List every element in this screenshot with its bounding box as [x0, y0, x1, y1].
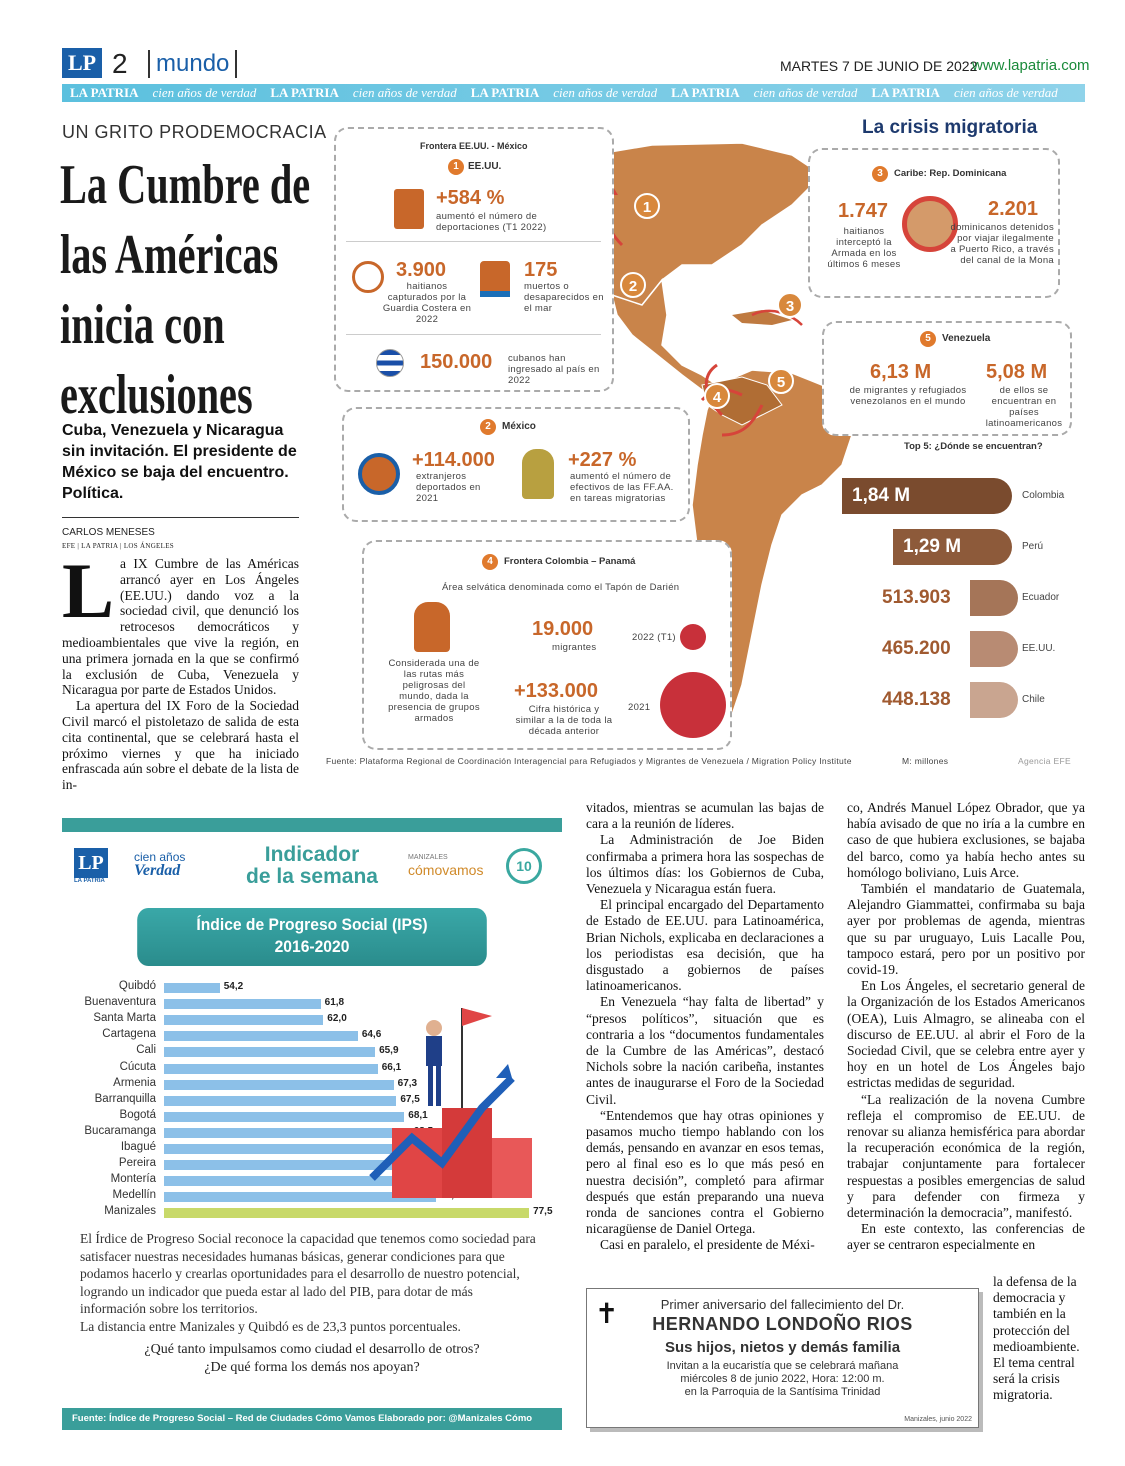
top5-bar: 1,29 M [893, 529, 1012, 565]
ips-city: Cali [136, 1044, 156, 1057]
units-note: M: millones [902, 756, 949, 766]
article-column-2 [586, 800, 824, 1254]
strip-brand: LA PATRIA [270, 85, 339, 100]
ips-bar [164, 999, 321, 1009]
ips-value: 67,5 [400, 1093, 420, 1105]
obit-invitation [587, 1360, 978, 1399]
headline-line: La Cumbre de [60, 154, 311, 216]
section-name: mundo [148, 50, 237, 78]
section-name: México [502, 421, 536, 432]
ips-bar [164, 1047, 375, 1057]
ips-value: 64,6 [361, 1029, 382, 1041]
brand-strip [62, 84, 1085, 102]
map-marker: 2 [620, 272, 646, 298]
heading-line: de la semana [246, 865, 378, 888]
paragraph: Casi en paralelo, el presidente de Méxi- [600, 1237, 815, 1253]
stat-value: 6,13 M [870, 361, 932, 383]
stat-label: aumentó el número de efectivos de las FF.AA. en tareas migratorias [570, 471, 674, 504]
paragraph: La Administración de Joe Biden confirmaba a primera hora las sospechas de los últimos días: los Gobiernos de Cuba, Venezuela y Nicaragua están fuera. [586, 832, 824, 897]
invitation-line: miércoles 8 de junio 2022, Hora: 12:00 m. [680, 1373, 885, 1385]
section-venezuela [822, 321, 1072, 436]
slogan: Verdad [134, 862, 181, 879]
stat-value: +584 % [436, 187, 505, 209]
paragraph: El principal encargado del Departamento de Estado de EE.UU. para Latinoamérica, Brian Nichols, explicaba en declaraciones a los periodistas esa decisión, que ha disgustado a gobiernos de países latinoamericanos. [586, 897, 824, 994]
stat-label: Cifra histórica y similar a la de toda la década anterior [515, 704, 613, 737]
ips-row [62, 996, 362, 1012]
growth-illustration [362, 988, 542, 1228]
ips-city: Barranquilla [94, 1092, 156, 1105]
stat-label: Considerada una de las rutas más peligrosas del mundo, dada la presencia de grupos armados [388, 658, 480, 724]
stat-label: cubanos han ingresado al país en 2022 [508, 353, 600, 386]
paragraph: En Los Ángeles, el secretario general de la Organización de los Estados Americanos (OEA), Luis Almagro, se alineaba con el discurso de EE.UU. al abrir el Foro de la Sociedad Civil, que se celebra entre ayer y hoy en un hotel de Los Ángeles bajo estrictas medidas de seguridad. [847, 978, 1085, 1091]
top5-bar: 465.200 [882, 638, 951, 659]
ips-city: Ibagué [120, 1141, 156, 1153]
invitation-line: en la Parroquia de la Santísima Trinidad [684, 1386, 881, 1398]
stat-value: 5,08 M [986, 361, 1048, 383]
article-column-3 [847, 800, 1085, 1254]
indicator-heading [242, 844, 382, 888]
strip-brand: LA PATRIA [871, 85, 940, 100]
section-name: Venezuela [942, 333, 991, 344]
ips-row [62, 1092, 420, 1109]
paragraph: En Venezuela “hay falta de libertad” y “presos políticos”, situación que es contraria a los “documentos fundamentales de la Cumbre de las Américas”, destacó Nichols sobre la nación caribeña, instantes antes de inaugurarse el Foro de la Sociedad Civil. [586, 994, 824, 1107]
ips-row [62, 1157, 362, 1173]
top5-bar: 448.138 [882, 689, 951, 710]
ips-value: 62,0 [327, 1013, 347, 1025]
strip-slogan: cien años de verdad [553, 85, 658, 100]
ips-city: Bogotá [119, 1108, 156, 1121]
stat-value: 150.000 [420, 351, 493, 373]
ips-row [62, 1012, 362, 1028]
divider [346, 334, 601, 335]
strip-slogan: cien años de verdad [753, 85, 858, 100]
section-subtitle: Área selvática denominada como el Tapón de Darién [442, 582, 680, 593]
map-marker: 5 [768, 368, 794, 394]
handcuffs-icon [352, 261, 384, 293]
paragraph: “La realización de la novena Cumbre refleja el compromiso de EE.UU. de renovar su alianza hemisférica para abordar la recuperación económica de la región, trabajar conjuntamente para fortalecer respuestas a posibles emergencias de salud y para defender con firmeza y determinación la democracia”, manifestó. [847, 1091, 1085, 1221]
stat-value: 175 [524, 259, 558, 281]
stat-label: migrantes [552, 642, 597, 653]
ips-source: Fuente: Índice de Progreso Social – Red de Ciudades Cómo Vamos Elaborado por: @Manizales Cómo Vamos [62, 1408, 562, 1430]
map-marker: 1 [634, 193, 660, 219]
stat-label: extranjeros deportados en 2021 [416, 471, 481, 504]
ips-value: 61,8 [324, 997, 345, 1009]
strip-brand: LA PATRIA [70, 85, 139, 100]
cuba-flag-icon [376, 349, 404, 377]
article-headline [60, 150, 311, 430]
ips-city: Armenia [113, 1076, 156, 1089]
stat-value: 1.747 [838, 200, 889, 222]
section-caribbean [808, 148, 1060, 298]
ips-row [62, 1060, 402, 1077]
obit-family: Sus hijos, nietos y demás familia [664, 1339, 901, 1356]
stat-label: aumentó el número de deportaciones (T1 2022) [436, 211, 547, 233]
paragraph: a IX Cumbre de las Américas arrancó ayer en Los Ángeles (EE.UU.) dando voz a la sociedad civil, que denunció los retrocesos democráticos y medioambientales que vive la región, en una primera jornada en la que se confirmó la exclusión de Cuba, Venezuela y Nicaragua por parte de Estados Unidos. [62, 556, 299, 698]
door-icon [394, 189, 424, 229]
section-region: Frontera EE.UU. - México [420, 141, 528, 151]
chart-title: Índice de Progreso Social (IPS) [196, 915, 428, 934]
map-marker: 4 [704, 383, 730, 409]
section-name: EE.UU. [468, 161, 502, 172]
ips-value: 66,1 [381, 1061, 402, 1073]
strip-slogan: cien años de verdad [352, 85, 457, 100]
stat-label: de ellos se encuentran en países latinoamericanos [985, 385, 1063, 429]
ips-questions [82, 1341, 542, 1377]
ips-value: 68,1 [408, 1109, 428, 1121]
section-number: 3 [872, 166, 888, 182]
top5-bar: 1,84 M [842, 478, 1012, 514]
drop-cap: L [62, 547, 115, 634]
website-link[interactable]: www.lapatria.com [972, 57, 1090, 74]
question: ¿Qué tanto impulsamos como ciudad el desarrollo de otros? [144, 1342, 480, 1357]
paragraph: co, Andrés Manuel López Obrador, que ya había avisado de que no iría a la cumbre en caso de que hubiera exclusiones, se bajaba del barco, como ya había hecho antes su homólogo boliviano, Luis Arce. [847, 800, 1085, 880]
ips-description [80, 1230, 542, 1335]
agency-credit: EFE | LA PATRIA | LOS ÁNGELES [62, 542, 174, 550]
stat-value: +227 % [568, 449, 637, 471]
ips-city: Cartagena [102, 1028, 156, 1041]
newspaper-logo: LP [62, 48, 102, 78]
ips-city: Manizales [104, 1205, 156, 1218]
ips-value: 54,2 [223, 981, 244, 992]
stat-value: 19.000 [532, 618, 594, 640]
stat-label: dominicanos detenidos por viajar ilegalmente a Puerto Rico, a través del canal de la Mona [950, 222, 1054, 266]
section-colombia-panama [362, 540, 732, 750]
ips-row [62, 980, 362, 996]
ips-row [62, 1028, 382, 1044]
ips-value: 65,9 [379, 1045, 399, 1057]
ips-row [62, 1125, 362, 1141]
paragraph: “Entendemos que hay otras opiniones y pasamos mucho tiempo hablando con los demás, pensando en avanzar en esos temas, pero al final eso es lo que más pesó en nuestra decisión”, completó para afirmar después que están preparando una nueva ronda de sanciones contra el Gobierno nicaragüense de Daniel Ortega. [586, 1107, 824, 1237]
paragraph: vitados, mientras se acumulan las bajas de cara a la reunión de líderes. [586, 800, 824, 832]
anniversary-logo: 10 [506, 848, 542, 884]
ips-row [62, 1076, 418, 1093]
headline-line: inicia con [60, 294, 225, 356]
section-name: Caribe: Rep. Dominicana [894, 168, 1007, 179]
stat-value: 3.900 [396, 259, 447, 281]
top5-country: Ecuador [1022, 592, 1060, 603]
obituary-notice [586, 1288, 979, 1428]
teal-band [62, 818, 562, 832]
ips-bar [164, 1015, 323, 1025]
obit-footer: Manizales, junio 2022 [904, 1416, 972, 1423]
section-number: 1 [448, 159, 464, 175]
article-lede: Cuba, Venezuela y Nicaragua sin invitación. El presidente de México se baja del encuentro. Política. [62, 422, 297, 502]
top5-bar: 513.903 [882, 587, 951, 608]
ips-bar [164, 1031, 358, 1041]
stat-label: haitianos interceptó la Armada en los últimos 6 meses [827, 226, 901, 270]
paragraph: la defensa de la democracia y también en la protección del medioambiente. El tema central será la crisis migratoria. [993, 1274, 1080, 1403]
ips-row [62, 1108, 428, 1125]
section-number: 4 [482, 554, 498, 570]
ips-row [62, 1044, 399, 1060]
heading-line: Indicador [264, 843, 360, 866]
divider [346, 241, 601, 242]
bubble-2021 [660, 672, 726, 738]
slogan: cien años [134, 850, 186, 864]
infographic-source: Fuente: Plataforma Regional de Coordinación Interagencial para Refugiados y Migrantes de Venezuela / Migration Policy Institute [326, 756, 852, 766]
stat-value: 2.201 [988, 198, 1039, 220]
article-column-1 [62, 547, 299, 793]
divider [62, 517, 299, 518]
ips-row [62, 1205, 553, 1221]
ips-value: 77,5 [533, 1206, 553, 1218]
map-marker: 3 [777, 292, 803, 318]
section-number: 2 [480, 419, 496, 435]
drowning-icon [480, 261, 510, 297]
headline-line: exclusiones [60, 364, 253, 426]
ips-city: Quibdó [118, 980, 156, 992]
headline-line: las Américas [60, 224, 279, 286]
passport-icon [358, 453, 400, 495]
paragraph: El Írdice de Progreso Social reconoce la capacidad que tenemos como sociedad para satisfacer nuestras necesidades humanas básicas, generar condiciones para que podamos hacerlo y crearlas oportunidades para el desarrollo de nuestro potencial, logrando un indicador que pueda estar al lado del PIB, para dotar de más información sobre los territorios. [80, 1231, 536, 1316]
ips-city: Santa Marta [93, 1012, 156, 1025]
ips-city: Medellín [112, 1189, 156, 1202]
stat-label: muertos o desaparecidos en el mar [524, 281, 604, 314]
cross-icon: ✝ [595, 1297, 619, 1330]
ips-indicator [62, 818, 562, 1446]
top5-title: Top 5: ¿Dónde se encuentran? [904, 441, 1043, 452]
chart-title-banner [137, 908, 487, 966]
paragraph: En este contexto, las conferencias de ayer se centraron especialmente en [847, 1221, 1085, 1253]
ips-city: Pereira [118, 1157, 156, 1170]
ips-row [62, 1173, 362, 1189]
invitation-line: Invitan a la eucaristía que se celebrará mañana [666, 1360, 899, 1372]
lp-logo: LP [74, 848, 108, 878]
ips-row [62, 1141, 362, 1157]
article-kicker: UN GRITO PRODEMOCRACIA [62, 122, 327, 142]
ips-city: Bucaramanga [84, 1124, 156, 1137]
paragraph: La apertura del IX Foro de la Sociedad Civil marcó el pistoletazo de salida de esta cita continental, que se celebrará hasta el próximo viernes y que ha iniciado enfrascada aún sobre el debate de la lista de in- [62, 698, 299, 793]
ips-row [62, 1189, 362, 1205]
obit-name: HERNANDO LONDOÑO RIOS [652, 1314, 913, 1334]
ips-city: Buenaventura [84, 996, 156, 1009]
issue-date: MARTES 7 DE JUNIO DE 2022 [780, 58, 978, 74]
stat-label: de migrantes y refugiados venezolanos en el mundo [849, 385, 967, 407]
section-name: Frontera Colombia – Panamá [504, 556, 636, 567]
strip-slogan: cien años de verdad [152, 85, 257, 100]
chart-subtitle: 2016-2020 [274, 937, 350, 956]
stat-value: +114.000 [412, 449, 495, 471]
soldier-icon [522, 449, 554, 499]
ips-city: Montería [110, 1173, 156, 1186]
byline: CARLOS MENESES [62, 527, 155, 538]
strip-brand: LA PATRIA [470, 85, 540, 100]
top5-country: Colombia [1022, 490, 1065, 501]
partner-logo: cómovamos [408, 862, 484, 878]
period-label: 2021 [628, 702, 651, 713]
section-number: 5 [920, 331, 936, 347]
ips-bar [164, 983, 220, 993]
armed-man-icon [414, 602, 450, 652]
strip-slogan: cien años de verdad [953, 85, 1058, 100]
paragraph: También el mandatario de Guatemala, Alejandro Giammattei, confirmaba su baja ayer por problemas de agenda, mientras que su par uruguayo, Luis Lacalle Pou, tampoco estará, pero por un positivo por covid-19. [847, 881, 1085, 978]
ips-bar [164, 1080, 394, 1090]
agency-credit: Agencia EFE [1018, 756, 1071, 766]
top5-country: Perú [1022, 541, 1044, 552]
migration-infographic [322, 115, 1082, 780]
strip-brand: LA PATRIA [671, 85, 740, 100]
ips-bar-chart [62, 980, 553, 1220]
section-mexico [342, 407, 690, 522]
obit-intro: Primer aniversario del fallecimiento del Dr. [660, 1297, 905, 1312]
top5-country: Chile [1022, 694, 1045, 705]
ips-bar [164, 1064, 378, 1074]
section-usa-mexico [334, 127, 614, 392]
partner-city: MANIZALES [408, 854, 448, 861]
stat-value: +133.000 [514, 680, 598, 702]
lp-logo-sub: LA PATRIA [74, 878, 105, 884]
ips-city: Cúcuta [119, 1060, 156, 1073]
bubble-2022 [680, 624, 706, 650]
stat-label: haitianos capturados por la Guardia Costera en 2022 [382, 281, 472, 325]
ips-value: 67,3 [397, 1077, 418, 1089]
question: ¿De qué forma los demás nos apoyan? [204, 1360, 420, 1375]
page-number: 2 [112, 48, 128, 79]
paragraph: La distancia entre Manizales y Quibdó es de 23,3 puntos porcentuales. [80, 1318, 461, 1334]
period-label: 2022 (T1) [632, 632, 676, 643]
top5-country: EE.UU. [1022, 643, 1056, 654]
infographic-title: La crisis migratoria [862, 117, 1038, 138]
